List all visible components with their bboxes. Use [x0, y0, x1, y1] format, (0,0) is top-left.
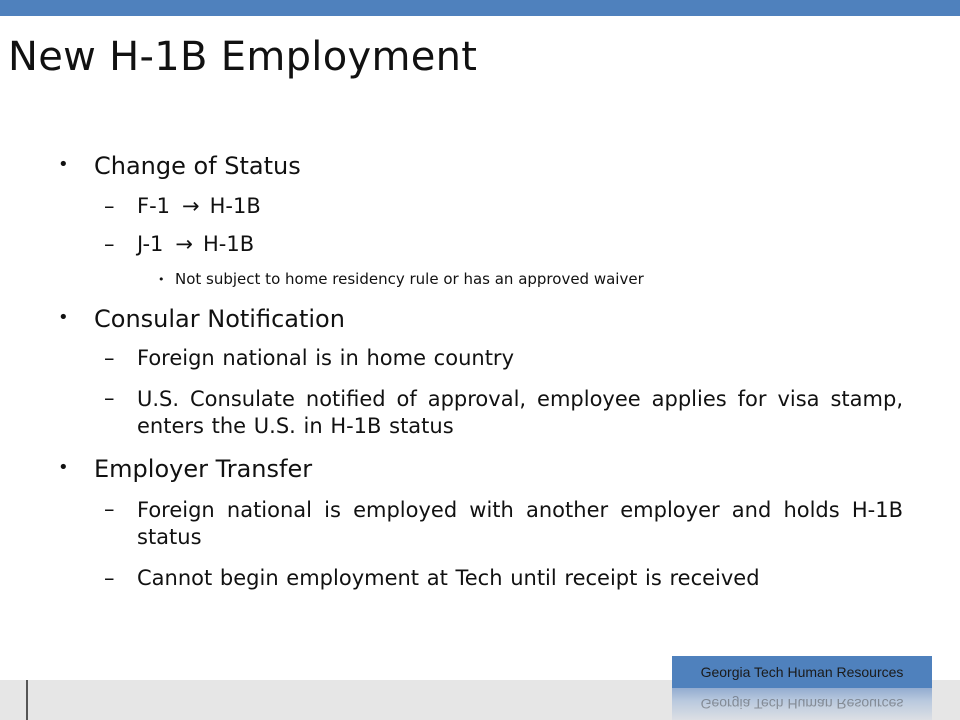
arrow-right-icon: →	[175, 232, 193, 256]
dash-icon: –	[104, 497, 115, 521]
dash-icon: –	[104, 386, 115, 410]
slide-title: New H-1B Employment	[8, 34, 478, 80]
to-status: H-1B	[203, 232, 255, 256]
sub-item-text: U.S. Consulate notified of approval, employee applies for visa stamp, enters the U.S. in H-1B status	[137, 387, 903, 438]
sub-item-text: Foreign national is in home country	[137, 346, 514, 370]
heading-employer-transfer: Employer Transfer	[94, 455, 313, 483]
arrow-right-icon: →	[182, 194, 200, 218]
bullet-icon: •	[158, 273, 165, 286]
bullet-icon: •	[58, 154, 69, 175]
footer-badge-reflection	[672, 688, 932, 720]
sub-item-text	[137, 194, 261, 218]
dash-icon: –	[104, 232, 115, 256]
bullet-icon: •	[58, 307, 69, 328]
heading-change-of-status: Change of Status	[94, 152, 301, 180]
dash-icon: –	[104, 566, 115, 590]
waiver-note: Not subject to home residency rule or has an approved waiver	[175, 270, 644, 288]
sub-item-text	[137, 232, 254, 256]
bullet-icon: •	[58, 457, 69, 478]
heading-consular-notification: Consular Notification	[94, 305, 345, 333]
sub-item-text: Foreign national is employed with another employer and holds H-1B status	[137, 498, 903, 549]
footer-divider	[26, 680, 28, 720]
footer-badge: Georgia Tech Human Resources	[672, 656, 932, 688]
reflection-text: Georgia Tech Human Resources	[700, 696, 904, 712]
from-status: F-1	[137, 194, 171, 218]
dash-icon: –	[104, 194, 115, 218]
from-status: J-1	[137, 232, 164, 256]
sub-item-text: Cannot begin employment at Tech until receipt is received	[137, 566, 760, 590]
to-status: H-1B	[209, 194, 261, 218]
dash-icon: –	[104, 346, 115, 370]
